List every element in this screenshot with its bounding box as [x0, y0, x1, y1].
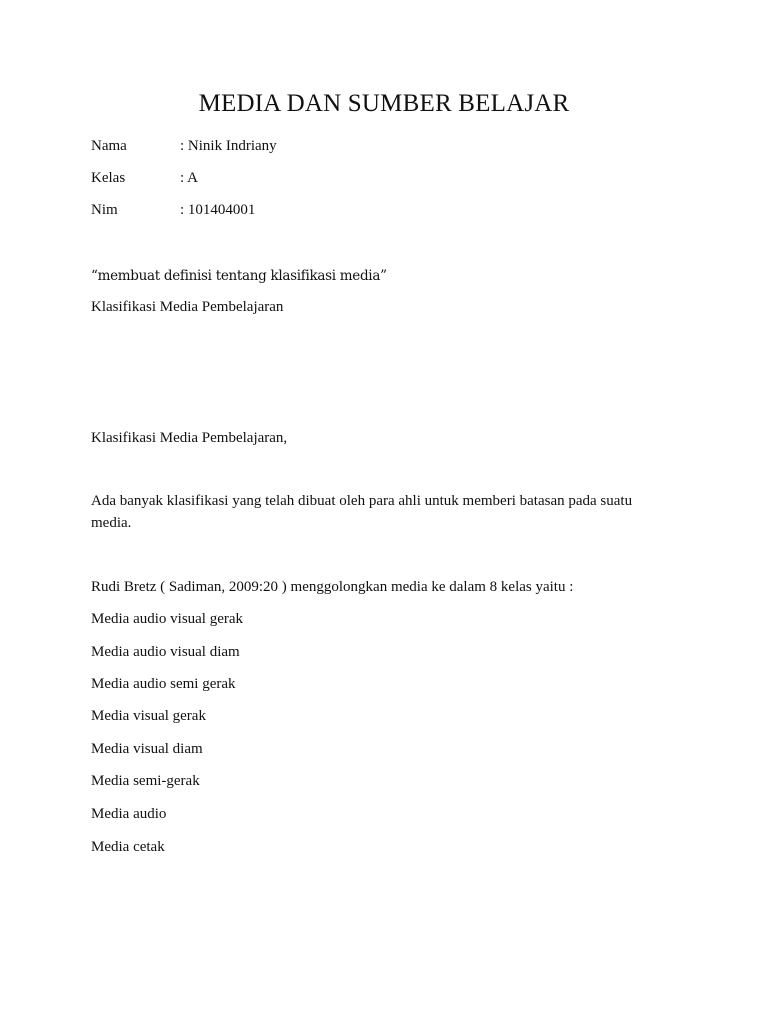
list-item: Media semi-gerak [91, 773, 200, 789]
document-title: MEDIA DAN SUMBER BELAJAR [198, 90, 570, 117]
section-heading: Klasifikasi Media Pembelajaran [91, 299, 284, 315]
list-item: Media audio [91, 806, 167, 822]
list-item: Media audio visual gerak [91, 611, 244, 627]
list-item: Media visual diam [91, 741, 203, 757]
identity-value-nim: : 101404001 [180, 202, 256, 218]
bretz-sentence: Rudi Bretz ( Sadiman, 2009:20 ) menggolongkan media ke dalam 8 kelas yaitu : [91, 579, 574, 595]
list-item: Media cetak [91, 839, 165, 855]
assignment-quote: “membuat definisi tentang klasifikasi media” [91, 268, 387, 284]
identity-value-kelas: : A [180, 170, 198, 186]
intro-paragraph: Ada banyak klasifikasi yang telah dibuat oleh para ahli untuk memberi batasan pada suatu media. [91, 493, 633, 531]
list-item: Media audio visual diam [91, 644, 240, 660]
identity-value-nama: : Ninik Indriany [180, 138, 277, 154]
list-item: Media visual gerak [91, 708, 206, 724]
identity-label-kelas: Kelas [91, 170, 126, 186]
identity-label-nama: Nama [91, 138, 127, 154]
list-item: Media audio semi gerak [91, 676, 236, 692]
identity-label-nim: Nim [91, 202, 118, 218]
section-heading-repeat: Klasifikasi Media Pembelajaran, [91, 430, 288, 446]
